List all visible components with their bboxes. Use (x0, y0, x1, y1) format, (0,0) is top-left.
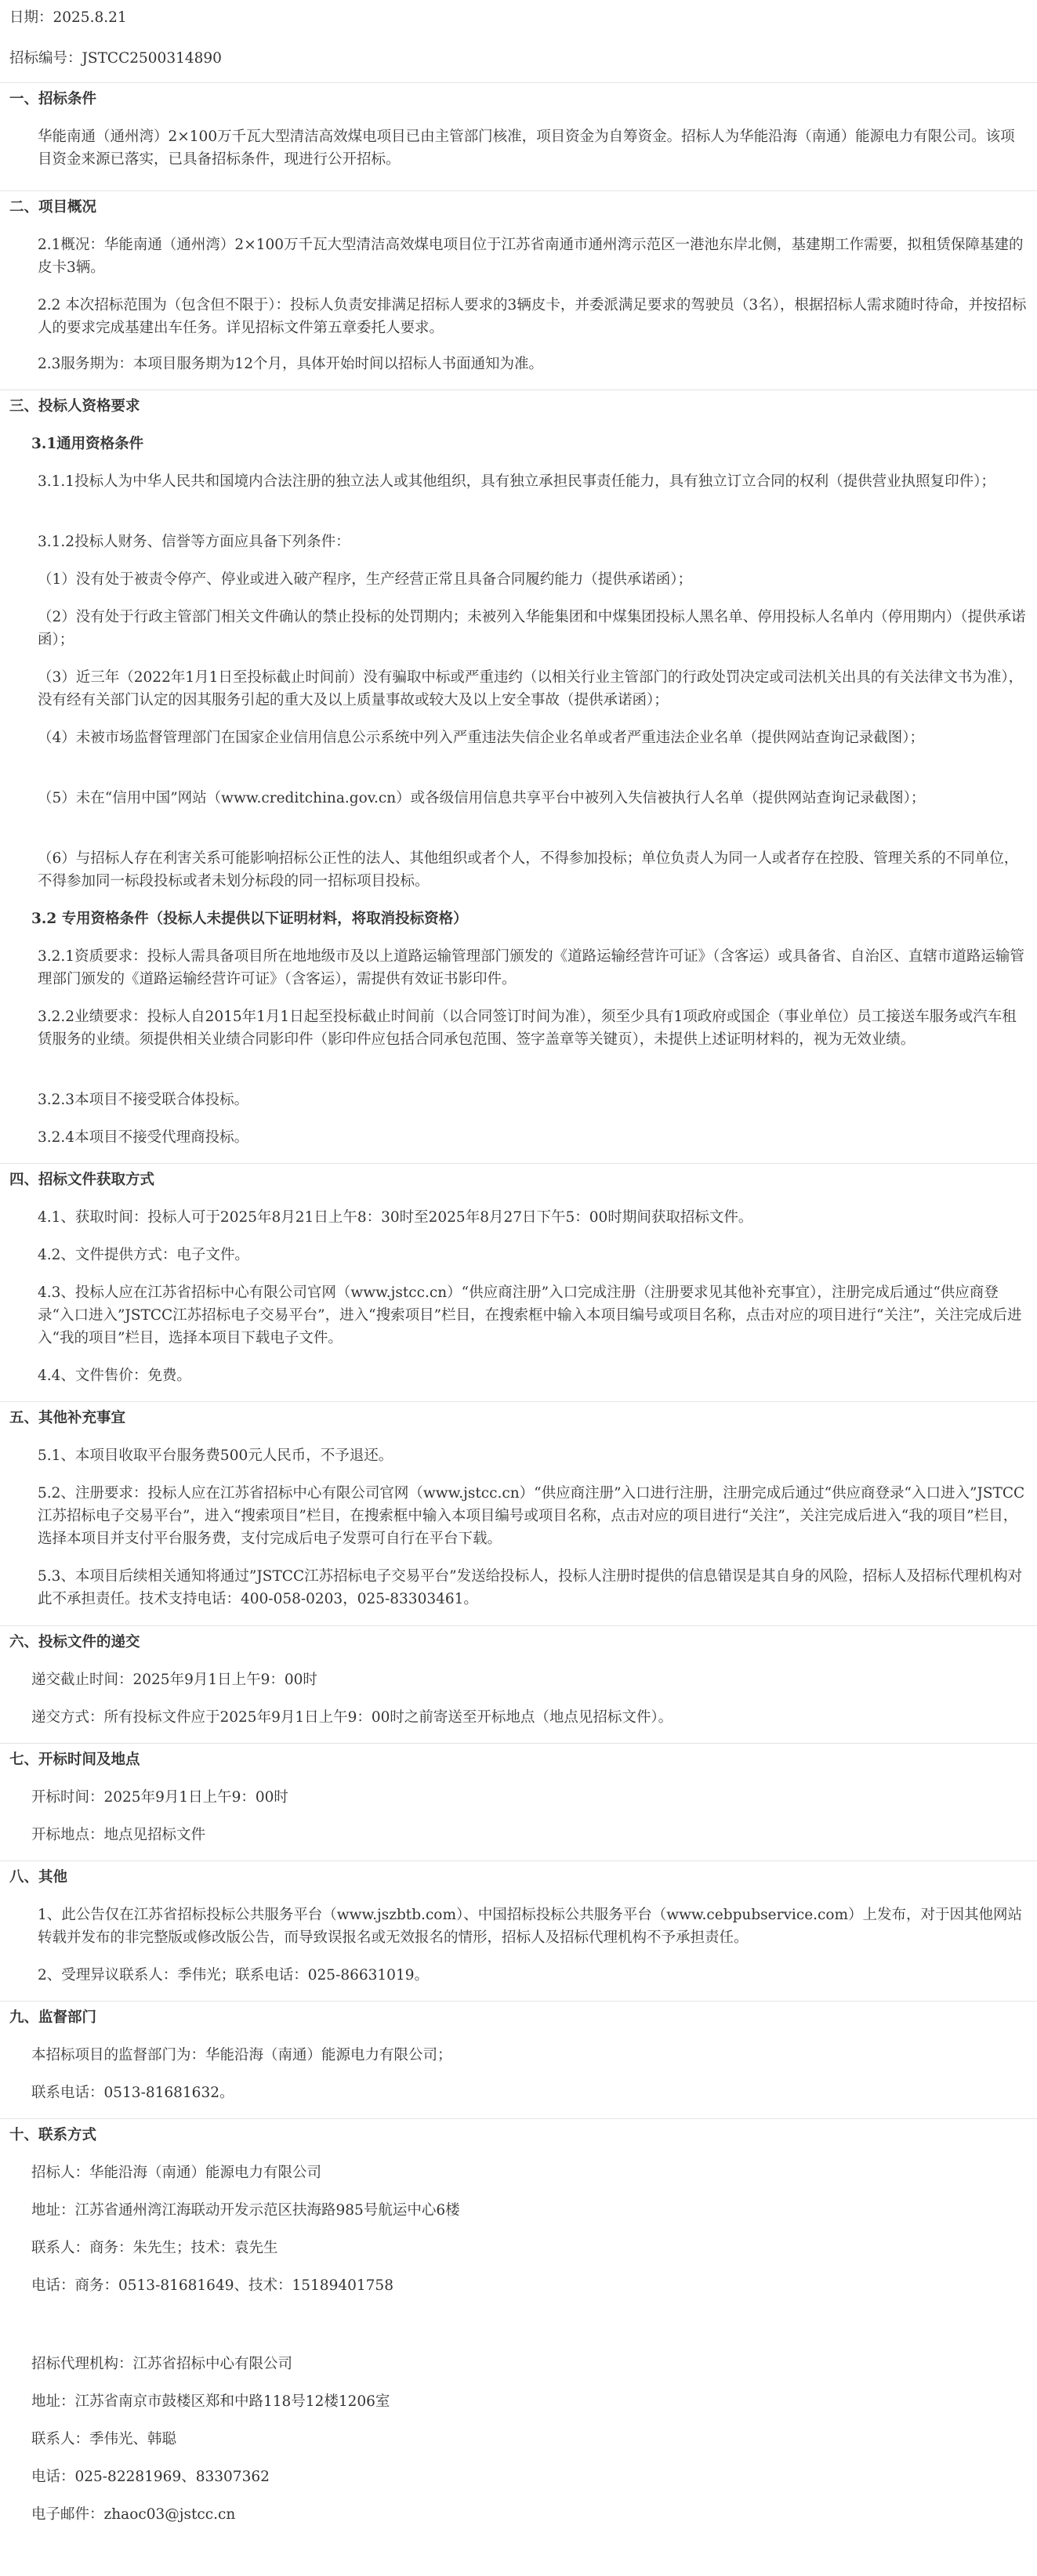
agency-name: 招标代理机构：江苏省招标中心有限公司 (31, 2356, 293, 2372)
section-3-2-3: 3.2.3本项目不接受联合体投标。 (38, 1092, 249, 1108)
divider (0, 1163, 1037, 1164)
divider (0, 1625, 1037, 1626)
requirement-item-4: （4）未被市场监督管理部门在国家企业信用信息公示系统中列入严重违法失信企业名单或者严重违法企业名单（提供网站查询记录截图）； (38, 730, 925, 746)
section-6-title: 六、投标文件的递交 (9, 1634, 140, 1650)
divider (0, 1743, 1037, 1744)
divider (0, 2118, 1037, 2119)
section-5-paragraph-3: 5.3、本项目后续相关通知将通过”JSTCC江苏招标电子交易平台”发送给投标人，投标人注册时提供的信息错误是其自身的风险，招标人及招标代理机构对此不承担责任。技术支持电话：400-058-0203，025-83303461。 (38, 1568, 1023, 1607)
section-7-place: 开标地点：地点见招标文件 (31, 1827, 206, 1843)
agency-contact: 联系人：季伟光、韩聪 (31, 2431, 177, 2447)
section-7-title: 七、开标时间及地点 (9, 1752, 140, 1768)
section-5-paragraph-1: 5.1、本项目收取平台服务费500元人民币，不予退还。 (38, 1447, 393, 1464)
section-8-paragraph-2: 2、受理异议联系人：季伟光；联系电话：025-86631019。 (38, 1967, 429, 1984)
section-6-method: 递交方式：所有投标文件应于2025年9月1日上午9：00时之前寄送至开标地点（地点见招标文件）。 (31, 1709, 673, 1726)
section-9-paragraph-1: 本招标项目的监督部门为：华能沿海（南通）能源电力有限公司； (31, 2047, 452, 2063)
section-2-paragraph-2: 2.2 本次招标范围为（包含但不限于）：投标人负责安排满足招标人要求的3辆皮卡，并委派满足要求的驾驶员（3名），根据招标人需求随时待命，并按招标人的要求完成基建出车任务。详见招标文件第五章委托人要求。 (38, 297, 1027, 336)
divider (0, 389, 1037, 390)
section-9-title: 九、监督部门 (9, 2009, 97, 2026)
section-3-2-1: 3.2.1资质要求：投标人需具备项目所在地地级市及以上道路运输管理部门颁发的《道路运输经营许可证》（含客运）或具备省、自治区、直辖市道路运输管理部门颁发的《道路运输经营许可证》（含客运），需提供有效证书影印件。 (38, 948, 1024, 987)
requirement-item-2: （2）没有处于行政主管部门相关文件确认的禁止投标的处罚期内；未被列入华能集团和中煤集团投标人黑名单、停用投标人名单内（停用期内）（提供承诺函）； (38, 609, 1026, 648)
tenderer-phone: 电话：商务：0513-81681649、技术：15189401758 (31, 2277, 393, 2294)
section-4-title: 四、招标文件获取方式 (9, 1172, 155, 1188)
section-9-phone: 联系电话：0513-81681632。 (31, 2085, 234, 2101)
divider (0, 1401, 1037, 1402)
section-3-2-2: 3.2.2业绩要求：投标人自2015年1月1日起至投标截止时间前（以合同签订时间为准），须至少具有1项政府或国企（事业单位）员工接送车服务或汽车租赁服务的业绩。须提供相关业绩合同影印件（影印件应包括合同承包范围、签字盖章等关键页），未提供上述证明材料的，视为无效业绩。 (38, 1009, 1017, 1048)
section-2-paragraph-1: 2.1概况：华能南通（通州湾）2×100万千瓦大型清洁高效煤电项目位于江苏省南通市通州湾示范区一港池东岸北侧，基建期工作需要，拟租赁保障基建的皮卡3辆。 (38, 237, 1024, 276)
tenderer-address: 地址：江苏省通州湾江海联动开发示范区扶海路985号航运中心6楼 (31, 2202, 460, 2219)
date-line: 日期：2025.8.21 (9, 9, 127, 26)
section-6-deadline: 递交截止时间：2025年9月1日上午9：00时 (31, 1672, 317, 1688)
section-3-title: 三、投标人资格要求 (9, 398, 140, 415)
section-10-title: 十、联系方式 (9, 2127, 97, 2143)
agency-email: 电子邮件：zhaoc03@jstcc.cn (31, 2506, 236, 2523)
section-4-paragraph-3: 4.3、投标人应在江苏省招标中心有限公司官网（www.jstcc.cn）“供应商注册”入口完成注册（注册要求见其他补充事宜），注册完成后通过“供应商登录“入口进入”JSTCC江苏招标电子交易平台”，进入“搜索项目”栏目，在搜索框中输入本项目编号或项目名称，点击对应的项目进行“关注”，关注完成后进入“我的项目”栏目，选择本项目下载电子文件。 (38, 1284, 1022, 1346)
requirement-item-1: （1）没有处于被责令停产、停业或进入破产程序，生产经营正常且具备合同履约能力（提供承诺函）； (38, 571, 693, 588)
section-4-paragraph-4: 4.4、文件售价：免费。 (38, 1368, 191, 1384)
section-7-time: 开标时间：2025年9月1日上午9：00时 (31, 1789, 288, 1806)
divider (0, 82, 1037, 83)
section-3-1-1: 3.1.1投标人为中华人民共和国境内合法注册的独立法人或其他组织，具有独立承担民事责任能力，具有独立订立合同的权利（提供营业执照复印件）； (38, 473, 995, 490)
section-3-2-4: 3.2.4本项目不接受代理商投标。 (38, 1129, 249, 1146)
tenderer-name: 招标人：华能沿海（南通）能源电力有限公司 (31, 2165, 322, 2181)
requirement-item-6: （6）与招标人存在利害关系可能影响招标公正性的法人、其他组织或者个人，不得参加投标；单位负责人为同一人或者存在控股、管理关系的不同单位，不得参加同一标段投标或者未划分标段的同一招标项目投标。 (38, 850, 1019, 889)
section-3-2-heading: 3.2 专用资格条件（投标人未提供以下证明材料，将取消投标资格） (31, 911, 468, 927)
agency-address: 地址：江苏省南京市鼓楼区郑和中路118号12楼1206室 (31, 2393, 390, 2410)
divider (0, 2001, 1037, 2002)
agency-phone: 电话：025-82281969、83307362 (31, 2469, 270, 2485)
section-3-1-2: 3.1.2投标人财务、信誉等方面应具备下列条件： (38, 534, 350, 550)
requirement-item-3: （3）近三年（2022年1月1日至投标截止时间前）没有骗取中标或严重违约（以相关行业主管部门的行政处罚决定或司法机关出具的有关法律文书为准），没有经有关部门认定的因其服务引起的重大及以上质量事故或较大及以上安全事故（提供承诺函）； (38, 669, 1024, 708)
divider (0, 1860, 1037, 1861)
section-5-paragraph-2: 5.2、注册要求：投标人应在江苏省招标中心有限公司官网（www.jstcc.cn）“供应商注册”入口进行注册，注册完成后通过“供应商登录“入口进入”JSTCC江苏招标电子交易平台”，进入“搜索项目”栏目，在搜索框中输入本项目编号或项目名称，点击对应的项目进行“关注”，关注完成后进入“我的项目”栏目，选择本项目并支付平台服务费，支付完成后电子发票可自行在平台下载。 (38, 1485, 1025, 1547)
section-4-paragraph-1: 4.1、获取时间：投标人可于2025年8月21日上午8：30时至2025年8月27日下午5：00时期间获取招标文件。 (38, 1209, 753, 1226)
section-4-paragraph-2: 4.2、文件提供方式：电子文件。 (38, 1247, 249, 1263)
section-8-title: 八、其他 (9, 1869, 68, 1886)
section-2-title: 二、项目概况 (9, 199, 97, 216)
section-1-title: 一、招标条件 (9, 91, 97, 107)
section-2-paragraph-3: 2.3服务期为：本项目服务期为12个月，具体开始时间以招标人书面通知为准。 (38, 356, 543, 372)
section-8-paragraph-1: 1、此公告仅在江苏省招标投标公共服务平台（www.jszbtb.com）、中国招标投标公共服务平台（www.cebpubservice.com）上发布，对于因其他网站转载并发布的非完整版或修改版公告，而导致误报名或无效报名的情形，招标人及招标代理机构不予承担责任。 (38, 1907, 1023, 1946)
section-5-title: 五、其他补充事宜 (9, 1410, 126, 1426)
bid-number: 招标编号：JSTCC2500314890 (9, 50, 222, 67)
section-1-paragraph: 华能南通（通州湾）2×100万千瓦大型清洁高效煤电项目已由主管部门核准，项目资金为自筹资金。招标人为华能沿海（南通）能源电力有限公司。该项目资金来源已落实，已具备招标条件，现进行公开招标。 (38, 129, 1015, 168)
divider (0, 190, 1037, 191)
tenderer-contact: 联系人：商务：朱先生；技术：袁先生 (31, 2240, 278, 2256)
section-3-1-heading: 3.1通用资格条件 (31, 436, 144, 452)
requirement-item-5: （5）未在“信用中国”网站（www.creditchina.gov.cn）或各级信用信息共享平台中被列入失信被执行人名单（提供网站查询记录截图）； (38, 790, 926, 806)
